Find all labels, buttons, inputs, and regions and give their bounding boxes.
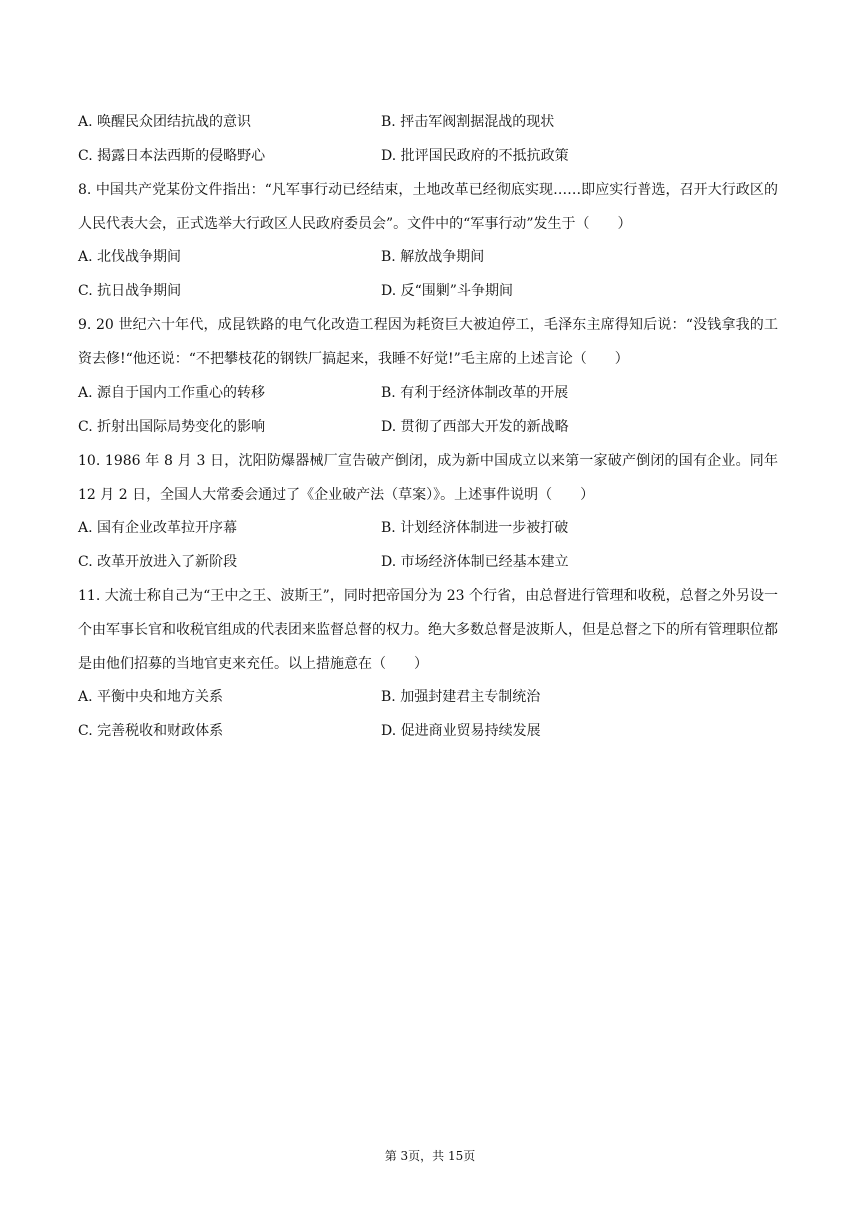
q8-option-a: A. 北伐战争期间 (78, 249, 182, 265)
q8-option-c: C. 抗日战争期间 (78, 283, 182, 299)
q10-option-c: C. 改革开放进入了新阶段 (78, 554, 238, 570)
q9-option-c: C. 折射出国际局势变化的影响 (78, 419, 266, 435)
q11-stem: 11. 大流士称自己为“王中之王、波斯王”，同时把帝国分为 23 个行省，由总督进行管理和收税，总督之外另设一个由军事长官和收税官组成的代表团来监督总督的权力。绝大多数总督是波斯人，但是总督之下的所有管理职位都是由他们招募的当地官吏来充任。以上措施意在（ ） (78, 588, 778, 672)
q11-option-d: D. 促进商业贸易持续发展 (381, 723, 541, 739)
q10-option-d: D. 市场经济体制已经基本建立 (381, 554, 569, 570)
page-number-footer: 第 3页，共 15页 (384, 1149, 476, 1163)
q11-option-a: A. 平衡中央和地方关系 (78, 689, 224, 705)
q7-option-d: D. 批评国民政府的不抵抗政策 (381, 148, 569, 164)
q11-option-b: B. 加强封建君主专制统治 (381, 689, 541, 705)
q7-option-a: A. 唤醒民众团结抗战的意识 (78, 114, 252, 130)
q7-option-b: B. 抨击军阀割据混战的现状 (381, 114, 555, 130)
q7-option-c: C. 揭露日本法西斯的侵略野心 (78, 148, 266, 164)
q11-option-c: C. 完善税收和财政体系 (78, 723, 224, 739)
q9-stem: 9. 20 世纪六十年代，成昆铁路的电气化改造工程因为耗资巨大被迫停工，毛泽东主席得知后说：“没钱拿我的工资去修!“他还说：“不把攀枝花的钢铁厂搞起来，我睡不好觉!”毛主席的上述言论（ ） (78, 317, 778, 367)
q8-option-d: D. 反“围剿”斗争期间 (381, 283, 513, 299)
q8-option-b: B. 解放战争期间 (381, 249, 485, 265)
q10-option-b: B. 计划经济体制进一步被打破 (381, 520, 569, 536)
q10-option-a: A. 国有企业改革拉开序幕 (78, 520, 238, 536)
q9-option-b: B. 有利于经济体制改革的开展 (381, 385, 569, 401)
q9-option-a: A. 源自于国内工作重心的转移 (78, 385, 266, 401)
q9-option-d: D. 贯彻了西部大开发的新战略 (381, 419, 569, 435)
q8-stem: 8. 中国共产党某份文件指出：“凡军事行动已经结束，土地改革已经彻底实现……即应实行普选，召开大行政区的人民代表大会，正式选举大行政区人民政府委员会”。文件中的“军事行动”发生于（ ） (78, 182, 778, 232)
q10-stem: 10. 1986 年 8 月 3 日，沈阳防爆器械厂宣告破产倒闭，成为新中国成立以来第一家破产倒闭的国有企业。同年 12 月 2 日，全国人大常委会通过了《企业破产法（草案）》。上述事件说明（ ） (78, 453, 778, 503)
